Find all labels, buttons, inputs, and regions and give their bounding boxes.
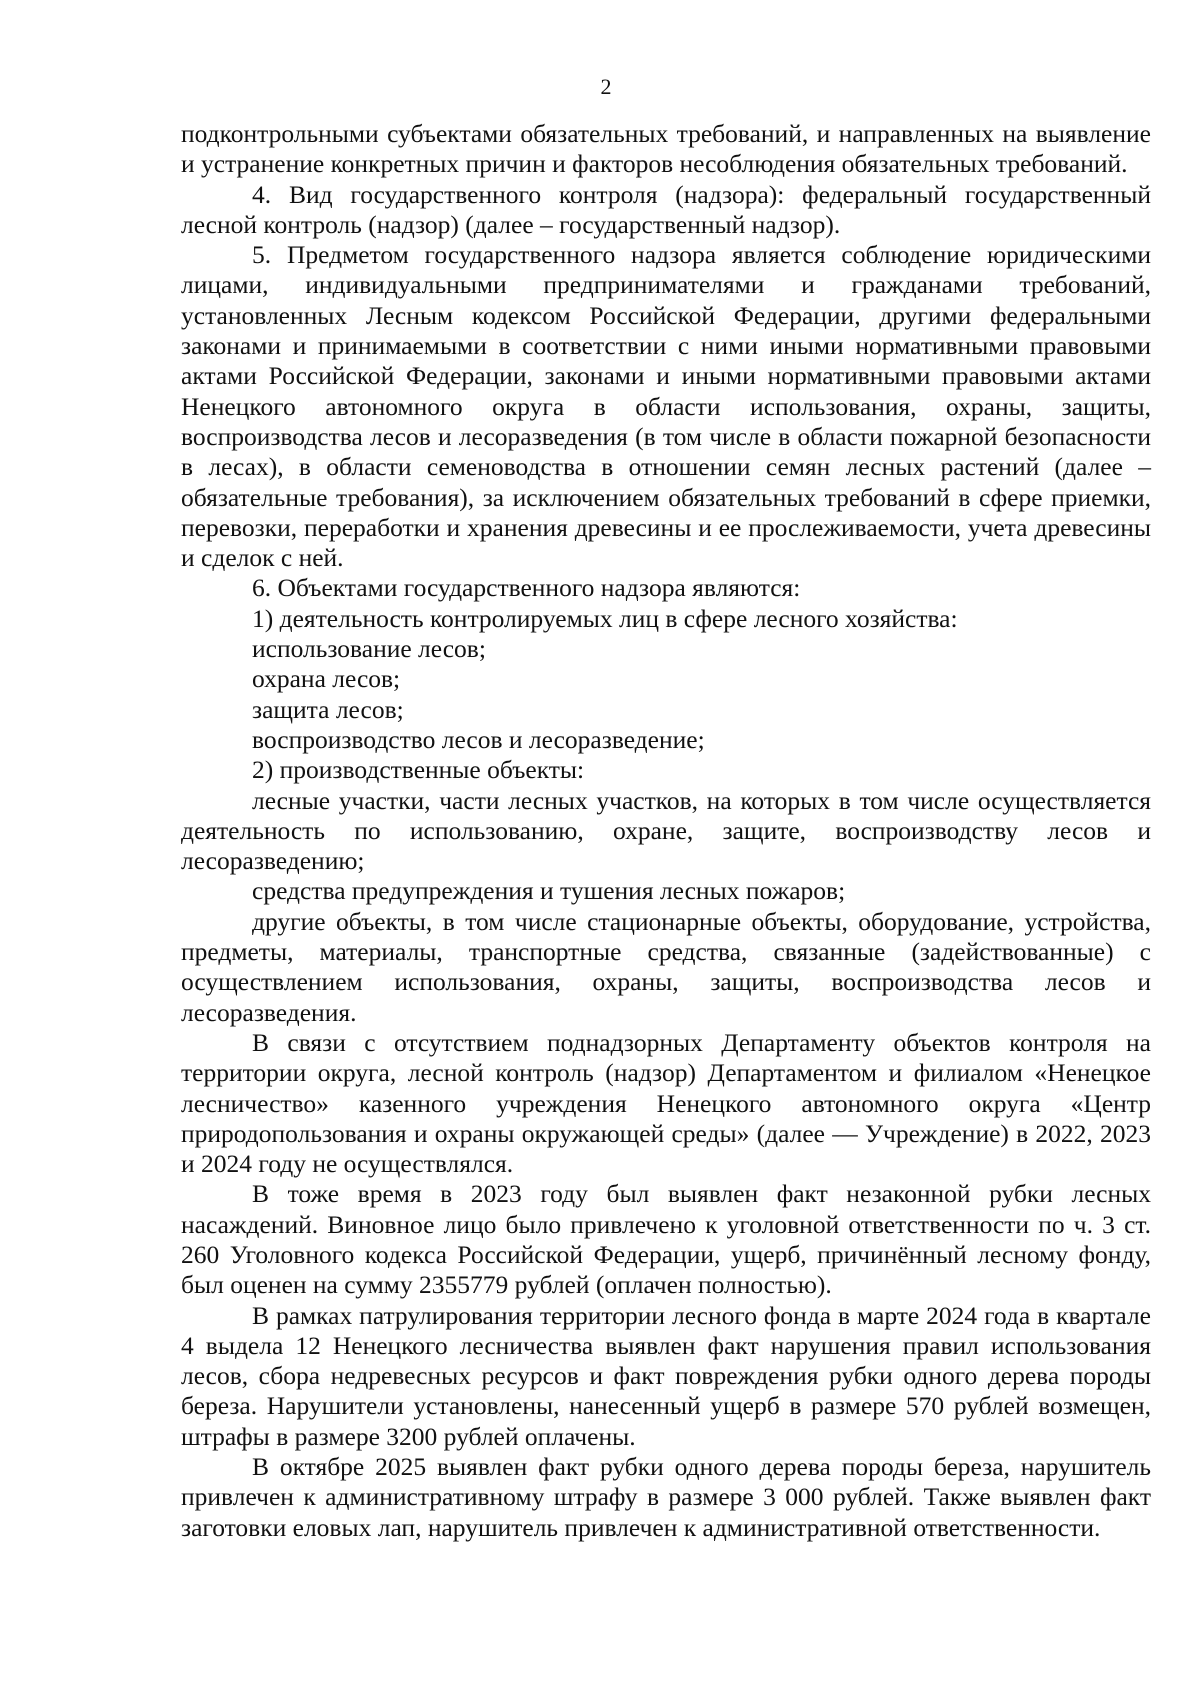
- list-entry: воспроизводство лесов и лесоразведение;: [252, 724, 705, 754]
- list-entry: использование лесов;: [252, 634, 486, 664]
- list-entry: средства предупреждения и тушения лесных пожаров;: [252, 876, 846, 906]
- list-entry: защита лесов;: [252, 694, 404, 724]
- paragraph-continuation: подконтрольными субъектами обязательных требований, и направленных на выявление и устранение конкретных причин и факторов несоблюдения обязательных требований.: [181, 119, 1151, 179]
- page-number: 2: [600, 74, 612, 99]
- list-subitem-1: 1) деятельность контролируемых лиц в сфере лесного хозяйства:: [252, 603, 958, 633]
- paragraph-item-5: 5. Предметом государственного надзора является соблюдение юридическими лицами, индивидуальными предпринимателями и гражданами требований, установленных Лесным кодексом Российской Федерации, другими федеральными законами и принимаемыми в соответствии с ними иными нормативными правовыми актами Российской Федерации, законами и иными нормативными правовыми актами Ненецкого автономного округа в области использования, охраны, защиты, воспроизводства лесов и лесоразведения (в том числе в области пожарной безопасности в лесах), в области семеноводства в отношении семян лесных растений (далее – обязательные требования), за исключением обязательных требований в сфере приемки, перевозки, переработки и хранения древесины и ее прослеживаемости, учета древесины и сделок с ней.: [181, 240, 1151, 573]
- paragraph-item-4: 4. Вид государственного контроля (надзора): федеральный государственный лесной контроль (надзор) (далее – государственный надзор).: [181, 179, 1151, 239]
- paragraph: В рамках патрулирования территории лесного фонда в марте 2024 года в квартале 4 выдела 12 Ненецкого лесничества выявлен факт нарушения правил использования лесов, сбора недревесных ресурсов и факт повреждения рубки одного дерева породы береза. Нарушители установлены, нанесенный ущерб в размере 570 рублей возмещен, штрафы в размере 3200 рублей оплачены.: [181, 1300, 1151, 1451]
- list-subitem-2: 2) производственные объекты:: [252, 755, 585, 785]
- list-entry: другие объекты, в том числе стационарные объекты, оборудование, устройства, предметы, материалы, транспортные средства, связанные (задействованные) с осуществлением использования, охраны, защиты, воспроизводства лесов и лесоразведения.: [181, 906, 1151, 1027]
- list-entry: лесные участки, части лесных участков, на которых в том числе осуществляется деятельность по использованию, охране, защите, воспроизводству лесов и лесоразведению;: [181, 785, 1151, 876]
- paragraph: В тоже время в 2023 году был выявлен факт незаконной рубки лесных насаждений. Виновное лицо было привлечено к уголовной ответственности по ч. 3 ст. 260 Уголовного кодекса Российской Федерации, ущерб, причинённый лесному фонду, был оценен на сумму 2355779 рублей (оплачен полностью).: [181, 1179, 1151, 1300]
- paragraph-item-6: 6. Объектами государственного надзора являются:: [252, 573, 801, 603]
- document-body: [181, 119, 1151, 1543]
- paragraph: В связи с отсутствием поднадзорных Департаменту объектов контроля на территории округа, лесной контроль (надзор) Департаментом и филиалом «Ненецкое лесничество» казенного учреждения Ненецкого автономного округа «Центр природопользования и охраны окружающей среды» (далее — Учреждение) в 2022, 2023 и 2024 году не осуществлялся.: [181, 1027, 1151, 1179]
- paragraph: В октябре 2025 выявлен факт рубки одного дерева породы береза, нарушитель привлечен к административному штрафу в размере 3 000 рублей. Также выявлен факт заготовки еловых лап, нарушитель привлечен к административной ответственности.: [181, 1452, 1151, 1542]
- list-entry: охрана лесов;: [252, 664, 401, 694]
